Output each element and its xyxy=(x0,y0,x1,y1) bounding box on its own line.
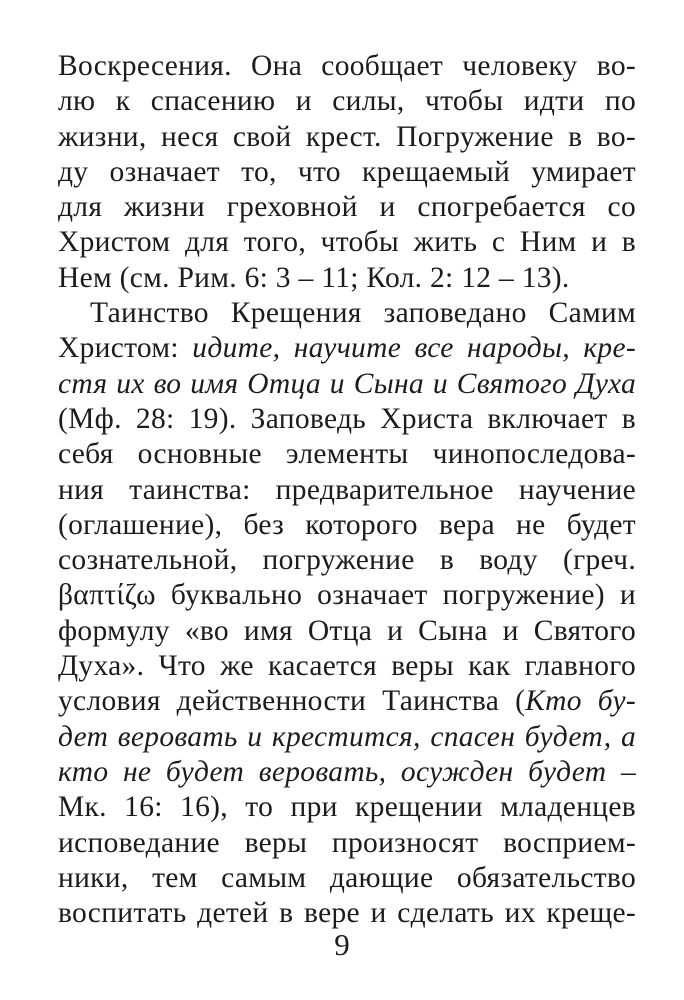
text-line xyxy=(58,190,636,225)
text-line xyxy=(58,649,636,684)
text-segment: Христом: xyxy=(58,332,193,365)
italic-quote-segment: кто не будет веровать, осужден будет xyxy=(58,755,607,788)
text-segment: себя основные элементы чинопоследова- xyxy=(58,438,636,471)
text-line xyxy=(58,155,636,190)
text-segment: исповедание веры произносят восприем- xyxy=(58,826,636,859)
text-segment: формулу «во имя Отца и Сына и Святого xyxy=(58,614,636,647)
text-line xyxy=(58,49,636,84)
text-line xyxy=(58,543,636,578)
italic-quote-segment: стя их во имя Отца и Сына и Святого Духа xyxy=(58,367,636,400)
text-line xyxy=(58,225,636,260)
italic-quote-segment: Кто бу- xyxy=(525,685,636,718)
text-segment: ники, тем самым дающие обязательство xyxy=(58,861,636,894)
text-segment: ду означает то, что крещаемый умирает xyxy=(58,155,636,188)
text-segment: – xyxy=(606,755,637,788)
text-line xyxy=(58,755,636,790)
text-segment: воспитать детей в вере и сделать их креще- xyxy=(58,897,636,930)
text-line xyxy=(58,331,636,366)
text-line xyxy=(58,861,636,896)
text-line xyxy=(58,578,636,613)
text-segment: Нем (см. Рим. 6: 3 – 11; Кол. 2: 12 – 13). xyxy=(58,261,570,294)
text-segment: для жизни греховной и спогребается со xyxy=(58,191,636,224)
text-segment: Таинство Крещения заповедано Самим xyxy=(90,297,636,330)
text-segment: ния таинства: предварительное научение xyxy=(58,473,636,506)
text-line xyxy=(58,437,636,472)
text-line xyxy=(58,84,636,119)
text-line xyxy=(58,296,636,331)
text-segment: лю к спасению и силы, чтобы идти по xyxy=(58,85,636,118)
text-segment: Христом для того, чтобы жить с Ним и в xyxy=(58,226,636,259)
text-line xyxy=(58,508,636,543)
text-segment: (Мф. 28: 19). Заповедь Христа включает в xyxy=(58,402,636,435)
text-line xyxy=(58,261,636,296)
text-line xyxy=(58,614,636,649)
body-text xyxy=(58,49,636,931)
text-line xyxy=(58,790,636,825)
text-segment: βαπτίζω буквально означает погружение) и xyxy=(58,579,636,612)
text-segment: жизни, неся свой крест. Погружение в во- xyxy=(58,120,636,153)
italic-quote-segment: дет веровать и крестится, спасен будет, а xyxy=(58,720,636,753)
text-segment: (оглашение), без которого вера не будет xyxy=(58,508,636,541)
text-segment: сознательной, погружение в воду (греч. xyxy=(58,544,636,577)
text-segment: условия действенности Таинства ( xyxy=(58,685,526,718)
text-segment: Духа». Что же касается веры как главного xyxy=(58,650,636,683)
text-segment: Мк. 16: 16), то при крещении младенцев xyxy=(58,791,636,824)
text-line xyxy=(58,720,636,755)
text-segment: Воскресения. Она сообщает человеку во- xyxy=(58,50,636,82)
italic-quote-segment: идите, научите все народы, кре- xyxy=(192,332,636,365)
text-line xyxy=(58,120,636,155)
text-line xyxy=(58,684,636,719)
text-line xyxy=(58,367,636,402)
text-line xyxy=(58,826,636,861)
text-line xyxy=(58,402,636,437)
text-line xyxy=(58,473,636,508)
page-number: 9 xyxy=(334,927,350,962)
